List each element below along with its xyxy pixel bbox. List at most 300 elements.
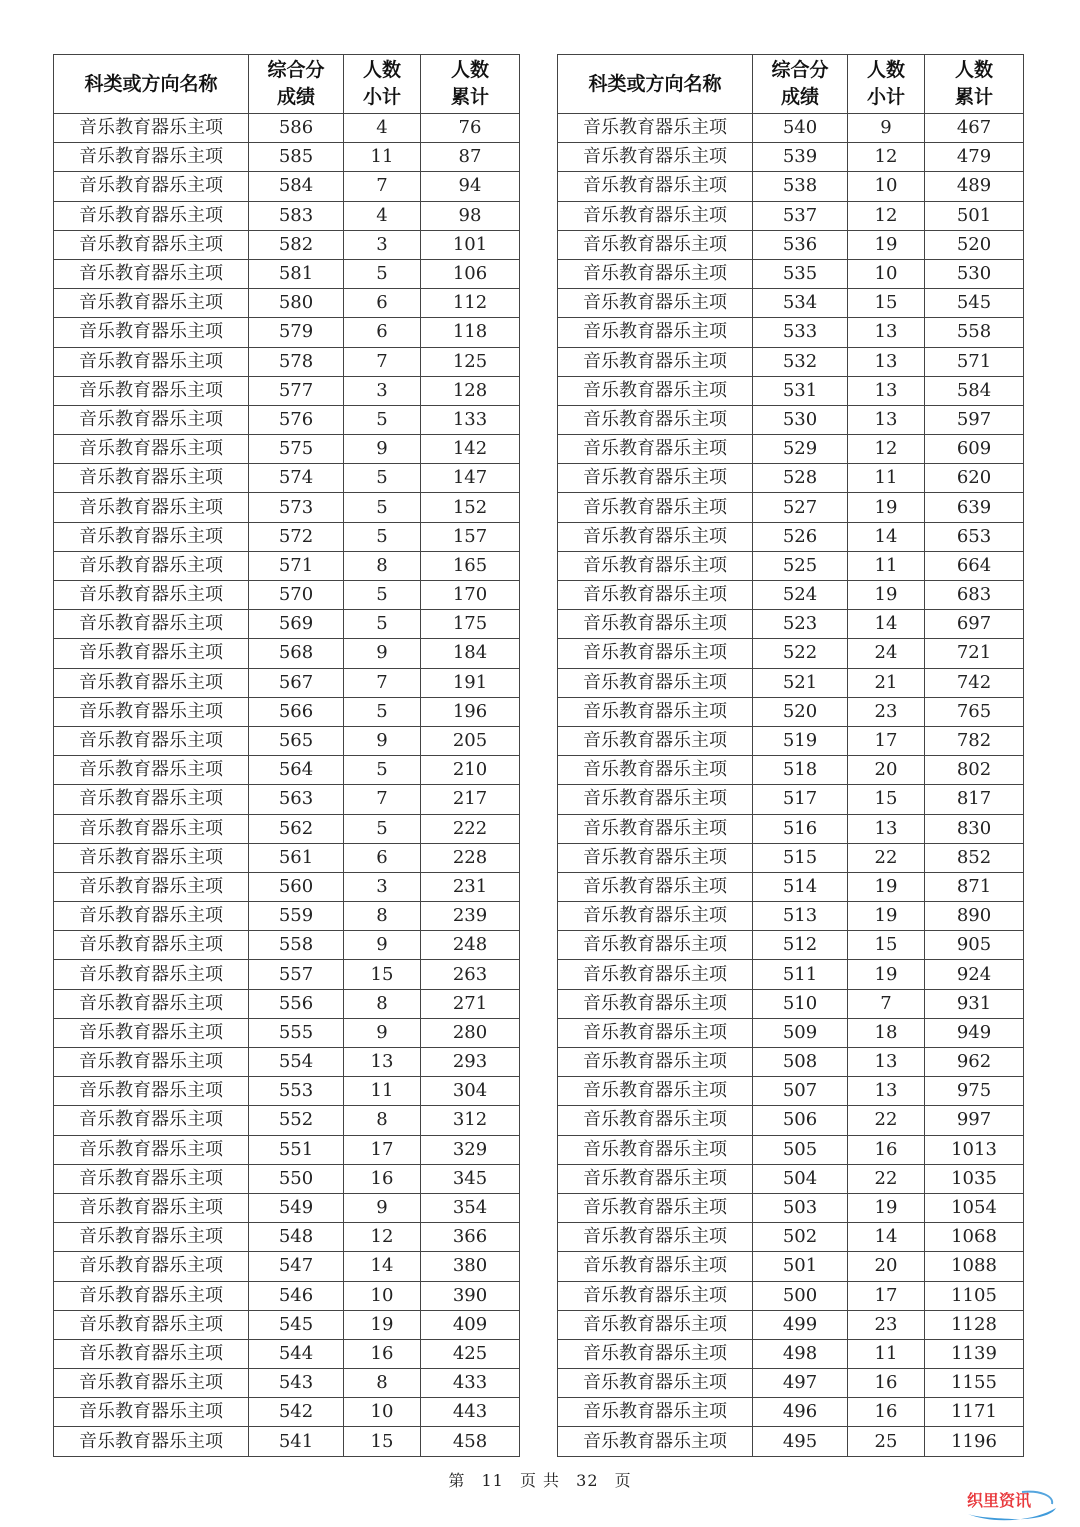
cell-count-cumulative: 165: [421, 551, 520, 580]
cell-count-cumulative: 924: [925, 960, 1024, 989]
cell-composite-score: 497: [753, 1369, 848, 1398]
cell-count-subtotal: 19: [848, 872, 925, 901]
cell-category-name: 音乐教育器乐主项: [54, 639, 249, 668]
cell-category-name: 音乐教育器乐主项: [558, 697, 753, 726]
cell-category-name: 音乐教育器乐主项: [558, 318, 753, 347]
cell-composite-score: 501: [753, 1252, 848, 1281]
cell-count-subtotal: 6: [344, 843, 421, 872]
table-row: [558, 581, 1024, 610]
cell-count-cumulative: 170: [421, 581, 520, 610]
cell-count-cumulative: 584: [925, 376, 1024, 405]
cell-composite-score: 517: [753, 785, 848, 814]
cell-category-name: 音乐教育器乐主项: [54, 435, 249, 464]
cell-composite-score: 577: [249, 376, 344, 405]
cell-count-subtotal: 23: [848, 1310, 925, 1339]
cell-category-name: 音乐教育器乐主项: [54, 610, 249, 639]
cell-count-cumulative: 1196: [925, 1427, 1024, 1456]
cell-count-subtotal: 15: [848, 931, 925, 960]
cell-category-name: 音乐教育器乐主项: [558, 1310, 753, 1339]
cell-composite-score: 515: [753, 843, 848, 872]
table-row: [54, 756, 520, 785]
cell-count-cumulative: 205: [421, 726, 520, 755]
cell-category-name: 音乐教育器乐主项: [54, 1281, 249, 1310]
cell-count-cumulative: 425: [421, 1339, 520, 1368]
cell-count-cumulative: 133: [421, 405, 520, 434]
header-category-name: 科类或方向名称: [558, 55, 753, 114]
cell-count-subtotal: 9: [344, 1193, 421, 1222]
cell-category-name: 音乐教育器乐主项: [558, 931, 753, 960]
cell-category-name: 音乐教育器乐主项: [54, 405, 249, 434]
cell-category-name: 音乐教育器乐主项: [558, 1077, 753, 1106]
cell-count-cumulative: 231: [421, 872, 520, 901]
cell-count-cumulative: 152: [421, 493, 520, 522]
cell-count-subtotal: 13: [848, 376, 925, 405]
cell-category-name: 音乐教育器乐主项: [558, 1164, 753, 1193]
cell-composite-score: 524: [753, 581, 848, 610]
cell-count-subtotal: 17: [848, 726, 925, 755]
cell-category-name: 音乐教育器乐主项: [54, 1018, 249, 1047]
cell-count-cumulative: 782: [925, 726, 1024, 755]
table-row: [54, 114, 520, 143]
cell-count-cumulative: 975: [925, 1077, 1024, 1106]
table-row: [54, 931, 520, 960]
table-row: [558, 230, 1024, 259]
table-body-right: [558, 114, 1024, 1457]
cell-category-name: 音乐教育器乐主项: [54, 114, 249, 143]
cell-count-cumulative: 112: [421, 289, 520, 318]
table-row: [558, 464, 1024, 493]
cell-count-subtotal: 22: [848, 1106, 925, 1135]
cell-composite-score: 504: [753, 1164, 848, 1193]
cell-count-subtotal: 5: [344, 814, 421, 843]
cell-count-subtotal: 16: [344, 1339, 421, 1368]
cell-count-subtotal: 7: [848, 989, 925, 1018]
cell-count-cumulative: 664: [925, 551, 1024, 580]
cell-composite-score: 579: [249, 318, 344, 347]
cell-category-name: 音乐教育器乐主项: [54, 289, 249, 318]
cell-count-subtotal: 20: [848, 1252, 925, 1281]
cell-count-subtotal: 25: [848, 1427, 925, 1456]
cell-count-cumulative: 1013: [925, 1135, 1024, 1164]
cell-category-name: 音乐教育器乐主项: [558, 814, 753, 843]
cell-composite-score: 533: [753, 318, 848, 347]
footer-suffix: 页: [614, 1471, 632, 1490]
cell-category-name: 音乐教育器乐主项: [54, 1339, 249, 1368]
table-row: [54, 1135, 520, 1164]
cell-category-name: 音乐教育器乐主项: [558, 989, 753, 1018]
table-row: [558, 756, 1024, 785]
cell-composite-score: 506: [753, 1106, 848, 1135]
cell-count-cumulative: 354: [421, 1193, 520, 1222]
cell-composite-score: 505: [753, 1135, 848, 1164]
table-row: [558, 318, 1024, 347]
table-row: [558, 551, 1024, 580]
cell-count-subtotal: 11: [848, 1339, 925, 1368]
cell-count-subtotal: 5: [344, 464, 421, 493]
cell-category-name: 音乐教育器乐主项: [54, 989, 249, 1018]
table-row: [54, 1193, 520, 1222]
table-row: [558, 697, 1024, 726]
cell-count-subtotal: 17: [848, 1281, 925, 1310]
cell-count-cumulative: 905: [925, 931, 1024, 960]
cell-count-cumulative: 184: [421, 639, 520, 668]
table-row: [558, 1310, 1024, 1339]
table-row: [54, 376, 520, 405]
cell-composite-score: 526: [753, 522, 848, 551]
footer-total-pages: 32: [576, 1471, 599, 1490]
cell-count-cumulative: 409: [421, 1310, 520, 1339]
cell-count-subtotal: 12: [848, 143, 925, 172]
table-row: [558, 405, 1024, 434]
table-row: [54, 814, 520, 843]
cell-count-subtotal: 8: [344, 902, 421, 931]
cell-composite-score: 581: [249, 259, 344, 288]
cell-count-subtotal: 15: [848, 785, 925, 814]
cell-count-subtotal: 14: [848, 522, 925, 551]
cell-category-name: 音乐教育器乐主项: [558, 289, 753, 318]
cell-count-cumulative: 458: [421, 1427, 520, 1456]
table-row: [558, 872, 1024, 901]
header-count-subtotal: 人数 小计: [848, 55, 925, 114]
cell-category-name: 音乐教育器乐主项: [558, 1048, 753, 1077]
table-row: [54, 960, 520, 989]
cell-count-subtotal: 5: [344, 610, 421, 639]
cell-composite-score: 503: [753, 1193, 848, 1222]
cell-category-name: 音乐教育器乐主项: [54, 1223, 249, 1252]
cell-count-cumulative: 597: [925, 405, 1024, 434]
cell-count-subtotal: 22: [848, 843, 925, 872]
cell-category-name: 音乐教育器乐主项: [54, 522, 249, 551]
table-row: [54, 259, 520, 288]
cell-count-subtotal: 20: [848, 756, 925, 785]
cell-composite-score: 527: [753, 493, 848, 522]
cell-composite-score: 532: [753, 347, 848, 376]
cell-category-name: 音乐教育器乐主项: [558, 1427, 753, 1456]
cell-count-subtotal: 5: [344, 697, 421, 726]
table-row: [558, 668, 1024, 697]
cell-count-subtotal: 6: [344, 318, 421, 347]
cell-composite-score: 585: [249, 143, 344, 172]
table-row: [558, 1339, 1024, 1368]
cell-count-cumulative: 390: [421, 1281, 520, 1310]
cell-category-name: 音乐教育器乐主项: [558, 376, 753, 405]
table-row: [54, 1018, 520, 1047]
cell-count-subtotal: 13: [848, 1077, 925, 1106]
cell-count-subtotal: 13: [848, 405, 925, 434]
cell-count-cumulative: 94: [421, 172, 520, 201]
cell-composite-score: 566: [249, 697, 344, 726]
cell-category-name: 音乐教育器乐主项: [54, 318, 249, 347]
cell-count-subtotal: 13: [848, 347, 925, 376]
cell-category-name: 音乐教育器乐主项: [54, 464, 249, 493]
cell-count-cumulative: 489: [925, 172, 1024, 201]
cell-composite-score: 558: [249, 931, 344, 960]
cell-count-subtotal: 12: [848, 201, 925, 230]
cell-count-cumulative: 530: [925, 259, 1024, 288]
cell-count-subtotal: 10: [344, 1281, 421, 1310]
page-footer: [0, 1468, 1080, 1491]
cell-count-subtotal: 7: [344, 172, 421, 201]
cell-count-cumulative: 366: [421, 1223, 520, 1252]
table-row: [54, 668, 520, 697]
cell-count-cumulative: 558: [925, 318, 1024, 347]
footer-prefix: 第: [448, 1471, 466, 1490]
cell-category-name: 音乐教育器乐主项: [558, 1369, 753, 1398]
table-row: [558, 1398, 1024, 1427]
cell-count-subtotal: 19: [848, 493, 925, 522]
cell-composite-score: 557: [249, 960, 344, 989]
cell-count-cumulative: 239: [421, 902, 520, 931]
cell-count-cumulative: 157: [421, 522, 520, 551]
cell-category-name: 音乐教育器乐主项: [558, 902, 753, 931]
cell-count-subtotal: 19: [848, 902, 925, 931]
cell-category-name: 音乐教育器乐主项: [54, 1252, 249, 1281]
cell-composite-score: 499: [753, 1310, 848, 1339]
table-row: [54, 639, 520, 668]
cell-composite-score: 518: [753, 756, 848, 785]
cell-count-subtotal: 21: [848, 668, 925, 697]
watermark-text: 织里资讯: [967, 1491, 1032, 1510]
cell-count-cumulative: 1068: [925, 1223, 1024, 1252]
cell-composite-score: 539: [753, 143, 848, 172]
cell-composite-score: 583: [249, 201, 344, 230]
cell-count-subtotal: 3: [344, 376, 421, 405]
cell-count-subtotal: 10: [848, 172, 925, 201]
cell-category-name: 音乐教育器乐主项: [54, 1164, 249, 1193]
cell-composite-score: 559: [249, 902, 344, 931]
cell-count-cumulative: 467: [925, 114, 1024, 143]
cell-count-subtotal: 16: [848, 1135, 925, 1164]
cell-category-name: 音乐教育器乐主项: [558, 1339, 753, 1368]
cell-count-subtotal: 5: [344, 259, 421, 288]
cell-count-cumulative: 106: [421, 259, 520, 288]
cell-composite-score: 540: [753, 114, 848, 143]
cell-composite-score: 572: [249, 522, 344, 551]
cell-category-name: 音乐教育器乐主项: [54, 172, 249, 201]
cell-composite-score: 538: [753, 172, 848, 201]
cell-composite-score: 536: [753, 230, 848, 259]
table-row: [54, 493, 520, 522]
table-row: [558, 114, 1024, 143]
cell-composite-score: 534: [753, 289, 848, 318]
header-composite-score: 综合分 成绩: [249, 55, 344, 114]
cell-count-cumulative: 765: [925, 697, 1024, 726]
cell-count-subtotal: 8: [344, 989, 421, 1018]
cell-count-subtotal: 15: [344, 960, 421, 989]
header-count-subtotal: 人数 小计: [344, 55, 421, 114]
cell-count-cumulative: 280: [421, 1018, 520, 1047]
table-row: [54, 1398, 520, 1427]
cell-count-cumulative: 191: [421, 668, 520, 697]
table-row: [54, 405, 520, 434]
cell-count-cumulative: 222: [421, 814, 520, 843]
cell-composite-score: 498: [753, 1339, 848, 1368]
cell-category-name: 音乐教育器乐主项: [54, 756, 249, 785]
table-row: [54, 843, 520, 872]
cell-count-cumulative: 683: [925, 581, 1024, 610]
cell-composite-score: 516: [753, 814, 848, 843]
cell-count-cumulative: 931: [925, 989, 1024, 1018]
cell-count-cumulative: 217: [421, 785, 520, 814]
cell-count-cumulative: 620: [925, 464, 1024, 493]
cell-composite-score: 568: [249, 639, 344, 668]
table-row: [54, 143, 520, 172]
cell-category-name: 音乐教育器乐主项: [54, 902, 249, 931]
cell-category-name: 音乐教育器乐主项: [558, 522, 753, 551]
cell-category-name: 音乐教育器乐主项: [558, 464, 753, 493]
cell-count-cumulative: 87: [421, 143, 520, 172]
cell-composite-score: 530: [753, 405, 848, 434]
cell-composite-score: 555: [249, 1018, 344, 1047]
cell-category-name: 音乐教育器乐主项: [54, 960, 249, 989]
table-row: [558, 931, 1024, 960]
cell-count-subtotal: 17: [344, 1135, 421, 1164]
header-composite-score: 综合分 成绩: [753, 55, 848, 114]
cell-composite-score: 571: [249, 551, 344, 580]
cell-count-cumulative: 329: [421, 1135, 520, 1164]
cell-composite-score: 543: [249, 1369, 344, 1398]
table-row: [54, 610, 520, 639]
cell-category-name: 音乐教育器乐主项: [558, 639, 753, 668]
cell-count-cumulative: 248: [421, 931, 520, 960]
table-row: [558, 960, 1024, 989]
table-row: [54, 1339, 520, 1368]
table-row: [558, 143, 1024, 172]
cell-count-subtotal: 9: [344, 1018, 421, 1047]
cell-category-name: 音乐教育器乐主项: [54, 814, 249, 843]
table-row: [558, 1135, 1024, 1164]
cell-composite-score: 578: [249, 347, 344, 376]
cell-composite-score: 549: [249, 1193, 344, 1222]
cell-composite-score: 511: [753, 960, 848, 989]
cell-category-name: 音乐教育器乐主项: [558, 114, 753, 143]
cell-count-cumulative: 1088: [925, 1252, 1024, 1281]
cell-category-name: 音乐教育器乐主项: [558, 785, 753, 814]
cell-category-name: 音乐教育器乐主项: [54, 1193, 249, 1222]
table-row: [54, 172, 520, 201]
cell-composite-score: 522: [753, 639, 848, 668]
cell-count-cumulative: 76: [421, 114, 520, 143]
table-row: [558, 785, 1024, 814]
cell-category-name: 音乐教育器乐主项: [558, 551, 753, 580]
cell-composite-score: 563: [249, 785, 344, 814]
cell-count-subtotal: 4: [344, 114, 421, 143]
cell-count-cumulative: 721: [925, 639, 1024, 668]
table-row: [54, 201, 520, 230]
table-row: [54, 522, 520, 551]
cell-composite-score: 547: [249, 1252, 344, 1281]
table-row: [558, 1164, 1024, 1193]
cell-category-name: 音乐教育器乐主项: [54, 1135, 249, 1164]
cell-composite-score: 586: [249, 114, 344, 143]
cell-category-name: 音乐教育器乐主项: [54, 668, 249, 697]
cell-category-name: 音乐教育器乐主项: [558, 1106, 753, 1135]
cell-count-cumulative: 263: [421, 960, 520, 989]
table-row: [558, 435, 1024, 464]
table-row: [558, 1018, 1024, 1047]
cell-count-cumulative: 443: [421, 1398, 520, 1427]
cell-count-subtotal: 22: [848, 1164, 925, 1193]
cell-composite-score: 495: [753, 1427, 848, 1456]
cell-composite-score: 561: [249, 843, 344, 872]
cell-count-subtotal: 3: [344, 872, 421, 901]
table-row: [54, 1077, 520, 1106]
cell-composite-score: 529: [753, 435, 848, 464]
cell-composite-score: 567: [249, 668, 344, 697]
cell-count-subtotal: 5: [344, 522, 421, 551]
cell-count-cumulative: 997: [925, 1106, 1024, 1135]
cell-category-name: 音乐教育器乐主项: [558, 405, 753, 434]
table-row: [558, 843, 1024, 872]
cell-category-name: 音乐教育器乐主项: [54, 1369, 249, 1398]
cell-count-cumulative: 520: [925, 230, 1024, 259]
cell-composite-score: 565: [249, 726, 344, 755]
cell-count-cumulative: 1035: [925, 1164, 1024, 1193]
cell-count-subtotal: 13: [848, 1048, 925, 1077]
cell-composite-score: 500: [753, 1281, 848, 1310]
cell-category-name: 音乐教育器乐主项: [54, 931, 249, 960]
cell-count-cumulative: 609: [925, 435, 1024, 464]
table-row: [54, 1048, 520, 1077]
cell-count-cumulative: 962: [925, 1048, 1024, 1077]
cell-count-subtotal: 6: [344, 289, 421, 318]
cell-count-cumulative: 271: [421, 989, 520, 1018]
cell-category-name: 音乐教育器乐主项: [558, 172, 753, 201]
cell-count-cumulative: 304: [421, 1077, 520, 1106]
cell-category-name: 音乐教育器乐主项: [558, 843, 753, 872]
cell-count-cumulative: 890: [925, 902, 1024, 931]
cell-category-name: 音乐教育器乐主项: [54, 785, 249, 814]
cell-composite-score: 507: [753, 1077, 848, 1106]
table-row: [54, 1106, 520, 1135]
cell-count-subtotal: 4: [344, 201, 421, 230]
cell-category-name: 音乐教育器乐主项: [54, 697, 249, 726]
cell-category-name: 音乐教育器乐主项: [558, 1252, 753, 1281]
table-row: [558, 1281, 1024, 1310]
cell-composite-score: 545: [249, 1310, 344, 1339]
cell-composite-score: 584: [249, 172, 344, 201]
table-row: [558, 1252, 1024, 1281]
table-row: [558, 493, 1024, 522]
cell-composite-score: 542: [249, 1398, 344, 1427]
cell-composite-score: 570: [249, 581, 344, 610]
cell-count-subtotal: 14: [848, 610, 925, 639]
cell-count-cumulative: 852: [925, 843, 1024, 872]
cell-composite-score: 535: [753, 259, 848, 288]
cell-count-subtotal: 8: [344, 551, 421, 580]
cell-count-cumulative: 1171: [925, 1398, 1024, 1427]
cell-category-name: 音乐教育器乐主项: [558, 726, 753, 755]
cell-category-name: 音乐教育器乐主项: [558, 493, 753, 522]
cell-count-subtotal: 7: [344, 785, 421, 814]
cell-count-cumulative: 949: [925, 1018, 1024, 1047]
cell-category-name: 音乐教育器乐主项: [558, 610, 753, 639]
table-row: [54, 785, 520, 814]
cell-count-subtotal: 8: [344, 1106, 421, 1135]
cell-composite-score: 574: [249, 464, 344, 493]
cell-count-subtotal: 15: [344, 1427, 421, 1456]
cell-count-cumulative: 697: [925, 610, 1024, 639]
cell-composite-score: 541: [249, 1427, 344, 1456]
cell-count-cumulative: 196: [421, 697, 520, 726]
cell-category-name: 音乐教育器乐主项: [54, 551, 249, 580]
watermark-logo: [962, 1484, 1062, 1522]
cell-count-subtotal: 19: [848, 1193, 925, 1222]
header-count-cumulative: 人数 累计: [421, 55, 520, 114]
table-row: [54, 435, 520, 464]
cell-composite-score: 525: [753, 551, 848, 580]
cell-composite-score: 523: [753, 610, 848, 639]
